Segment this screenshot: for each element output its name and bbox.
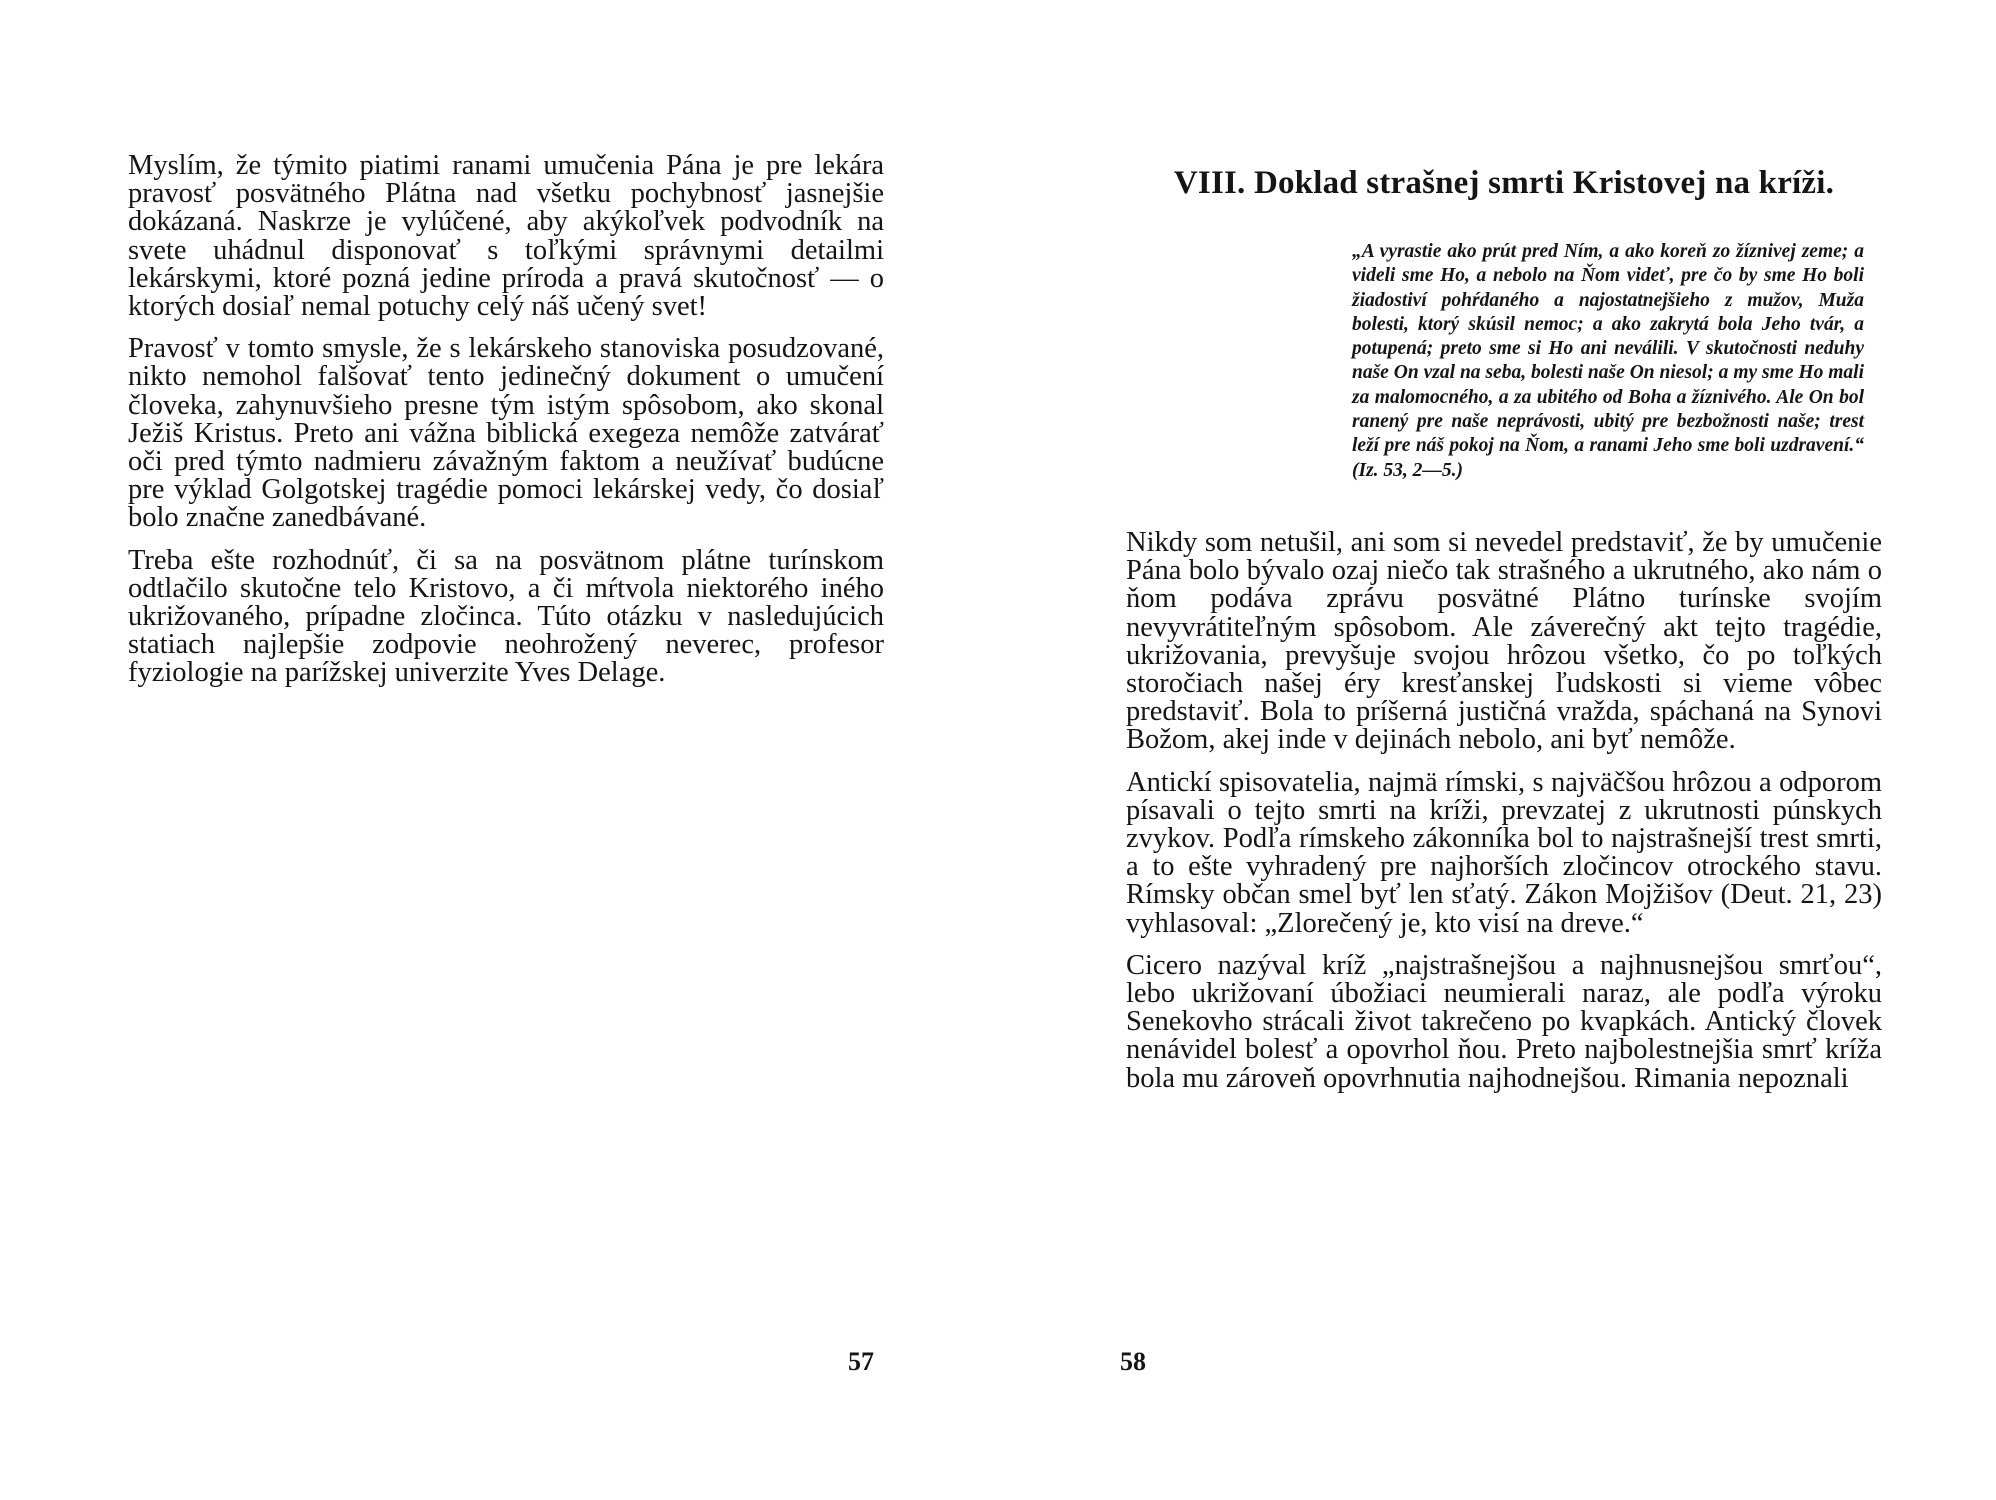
right-text-column bbox=[1126, 152, 1882, 1107]
page-number-left: 57 bbox=[848, 1347, 874, 1376]
right-page bbox=[998, 0, 1996, 1500]
paragraph: Nikdy som netušil, ani som si nevedel predstaviť, že by umučenie Pána bolo bývalo ozaj niečo tak strašného a ukrutného, ako nám o ňom podáva zprávu posvätné Plátno turínske svojím nevyvrátiteľným spôsobom. Ale záverečný akt tejto tragédie, ukrižovania, prevyšuje svojou hrôzou všetko, čo po toľkých storočiach našej éry kresťanskej ľudskosti si vieme vôbec predstaviť. Bola to príšerná justičná vražda, spáchaná na Synovi Božom, akej inde v dejinách nebolo, ani byť nemôže. bbox=[1126, 526, 1882, 756]
epigraph-quote: „A vyrastie ako prút pred Ním, a ako koreň zo žíznivej zeme; a videli sme Ho, a nebolo na Ňom videť, pre čo by sme Ho boli žiadostiví pohŕdaného a najostatnejšieho z mužov, Muža bolesti, ktorý skúsil nemoc; a ako zakrytá bola Jeho tvár, a potupená; preto sme si Ho ani neválili. V skutočnosti neduhy naše On vzal na seba, bolesti naše On niesol; a my sme Ho mali za malomocného, a za ubitého od Boha a žíznivého. Ale On bol ranený pre naše neprávosti, ubitý pre bezbožnosti naše; trest leží pre náš pokoj na Ňom, a ranami Jeho sme boli uzdravení.“ (Iz. 53, 2—5.) bbox=[1352, 241, 1864, 481]
paragraph: Pravosť v tomto smysle, že s lekárskeho stanoviska posudzované, nikto nemohol falšovať tento jedinečný dokument o umučení človeka, zahynuvšieho presne tým istým spôsobom, ako skonal Ježiš Kristus. Preto ani vážna biblická exegeza nemôže zatvárať oči pred týmto nadmieru závažným faktom a neužívať budúcne pre výklad Golgotskej tragédie pomoci lekárskej vedy, čo dosiaľ bolo značne zanedbávané. bbox=[128, 333, 884, 534]
page-number-right: 58 bbox=[1120, 1347, 1146, 1376]
paragraph: Treba ešte rozhodnúť, či sa na posvätnom plátne turínskom odtlačilo skutočne telo Kristovo, a či mŕtvola niektorého iného ukrižovaného, prípadne zločinca. Túto otázku v nasledujúcich statiach najlepšie zodpovie neohrožený neverec, profesor fyziologie na parížskej univerzite Yves Delage. bbox=[128, 544, 884, 689]
left-text-column bbox=[128, 152, 884, 702]
chapter-heading: VIII. Doklad strašnej smrti Kristovej na kríži. bbox=[1173, 165, 1835, 201]
paragraph: Myslím, že týmito piatimi ranami umučenia Pána je pre lekára pravosť posvätného Plátna nad všetku pochybnosť jasnejšie dokázaná. Naskrze je vylúčené, aby akýkoľvek podvodník na svete uhádnul disponovať s toľkými správnymi detailmi lekárskymi, ktoré pozná jedine príroda a pravá skutočnosť — o ktorých dosiaľ nemal potuchy celý náš učený svet! bbox=[128, 150, 884, 323]
paragraph: Cicero nazýval kríž „najstrašnejšou a najhnusnejšou smrťou“, lebo ukrižovaní úbožiaci neumierali naraz, ale podľa výroku Senekovho strácali život takrečeno po kvapkách. Antický človek nenávidel bolesť a opovrhol ňou. Preto najbolestnejšia smrť kríža bola mu zároveň opovrhnutia najhodnejšou. Rimania nepoznali bbox=[1126, 949, 1882, 1094]
paragraph: Antickí spisovatelia, najmä rímski, s najväčšou hrôzou a odporom písavali o tejto smrti na kríži, prevzatej z ukrutnosti púnskych zvykov. Podľa rímskeho zákonníka bol to najstrašnejší trest smrti, a to ešte vyhradený pre najhorších zločincov otrockého stavu. Rímsky občan smel byť len sťatý. Zákon Mojžišov (Deut. 21, 23) vyhlasoval: „Zlorečený je, kto visí na dreve.“ bbox=[1126, 766, 1882, 939]
